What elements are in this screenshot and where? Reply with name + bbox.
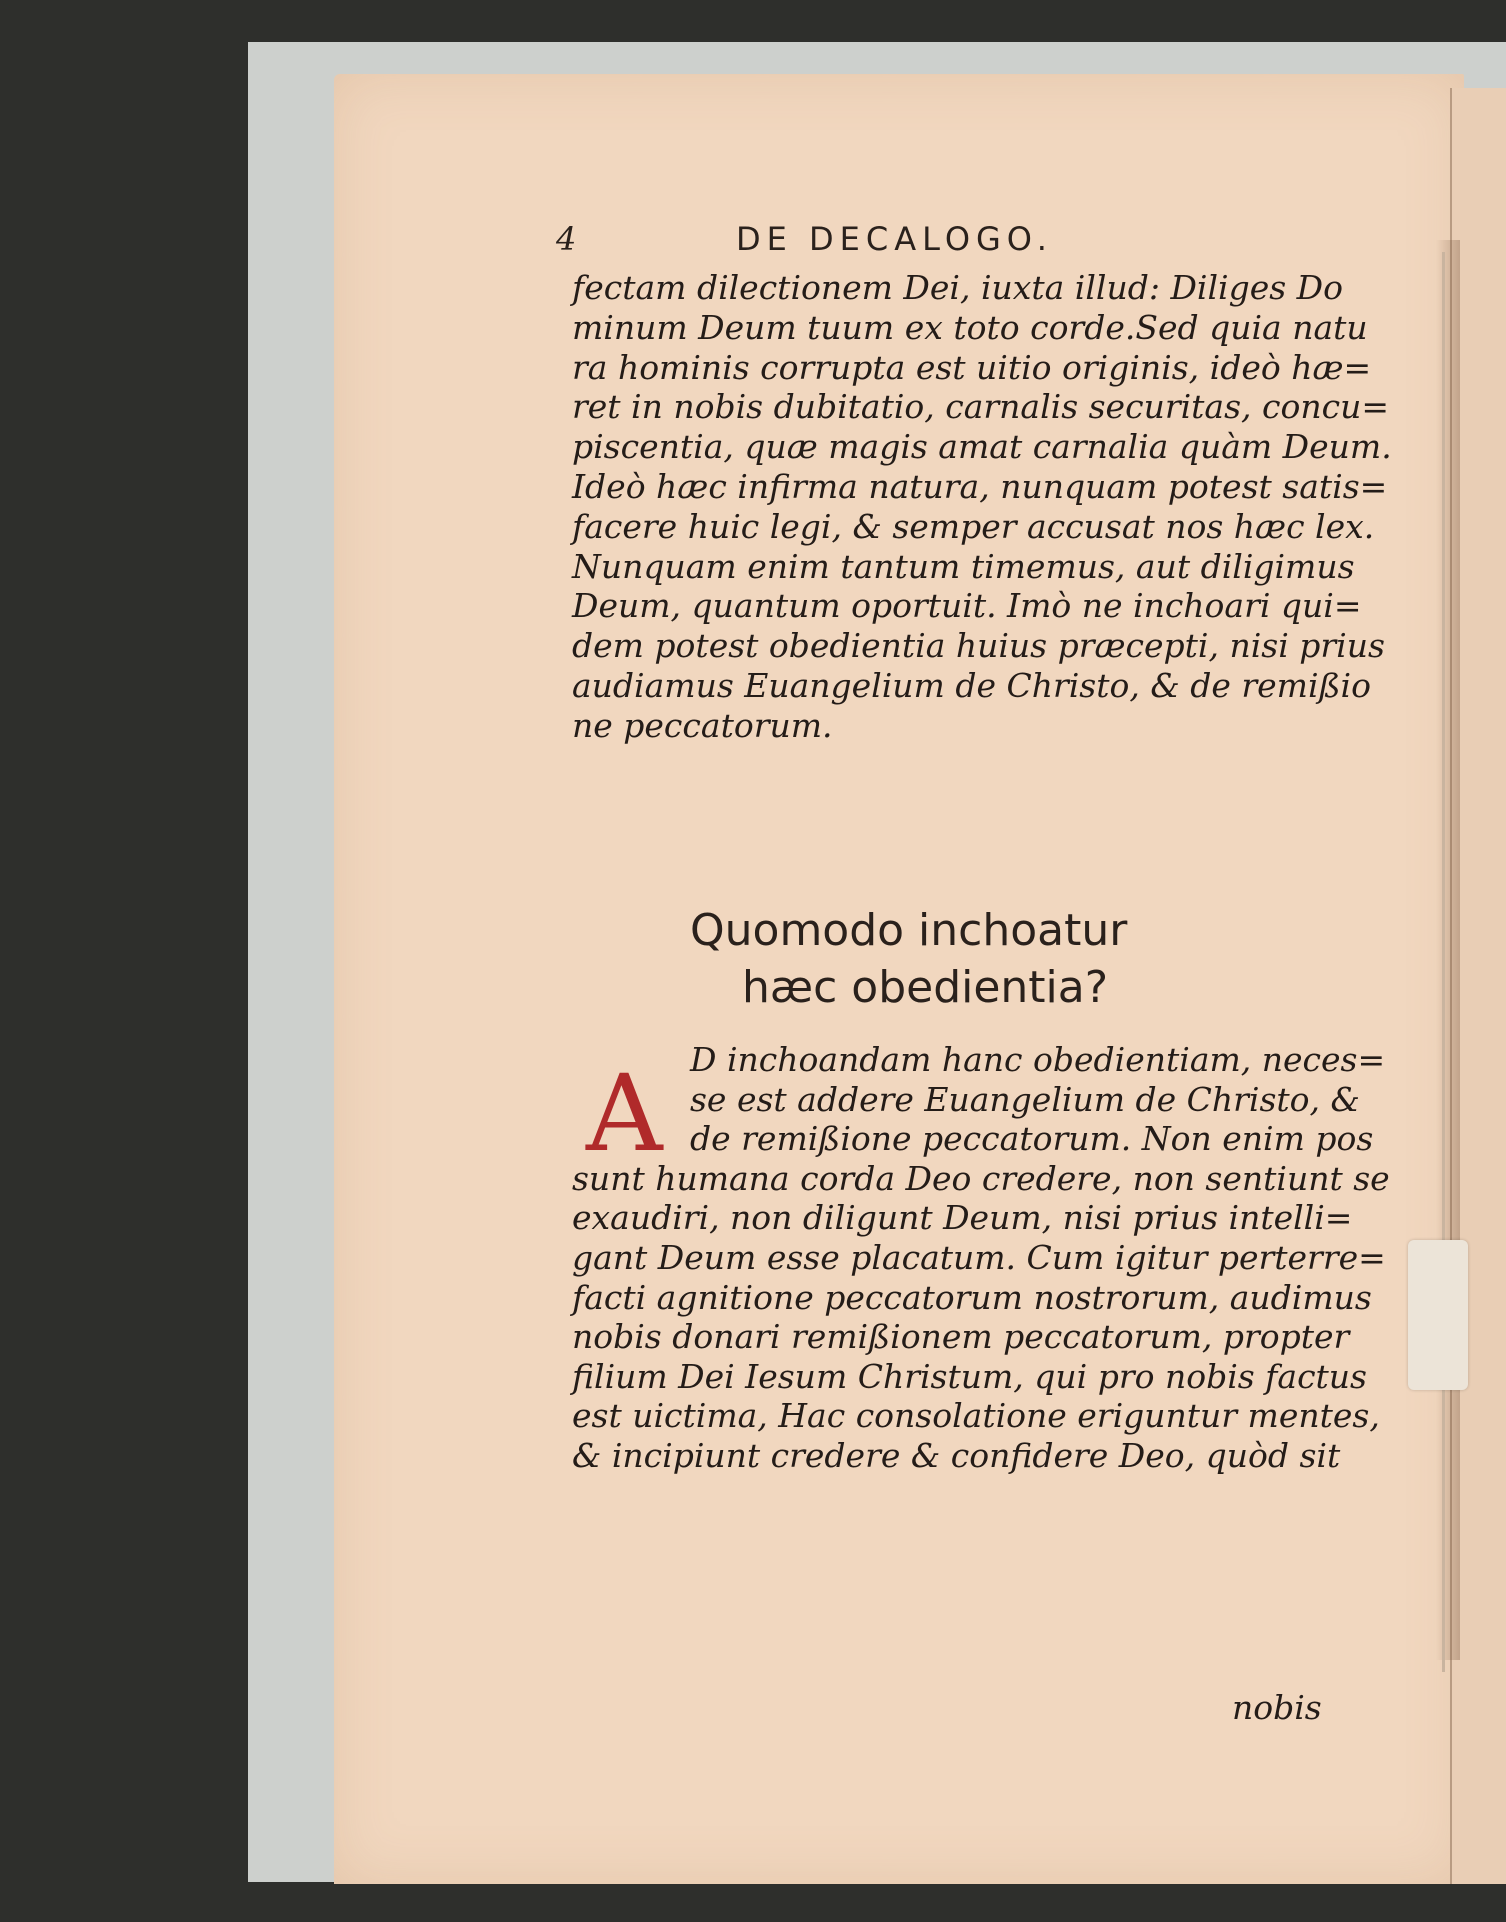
gutter-shadow bbox=[1436, 240, 1460, 1660]
text-line: facere huic legi, & semper accusat nos hæc lex. bbox=[572, 506, 1375, 546]
text-line: ra hominis corrupta est uitio originis, ideò hæ= bbox=[572, 347, 1372, 387]
body-paragraph bbox=[572, 268, 1392, 746]
text-line: Ideò hæc infirma natura, nunquam potest satis= bbox=[572, 466, 1388, 506]
text-line: minum Deum tuum ex toto corde.Sed quia natu bbox=[572, 307, 1368, 347]
text-line: exaudiri, non diligunt Deum, nisi prius intelli= bbox=[572, 1198, 1353, 1238]
heading-line-1: Quomodo inchoatur bbox=[690, 905, 1128, 956]
text-line: de remißione peccatorum. Non enim pos bbox=[690, 1119, 1374, 1159]
text-line: piscentia, quæ magis amat carnalia quàm Deum. bbox=[572, 427, 1392, 467]
drop-cap-initial: A bbox=[586, 1052, 663, 1175]
text-line: Nunquam enim tantum timemus, aut diligimus bbox=[572, 546, 1355, 586]
text-line: ret in nobis dubitatio, carnalis securitas, concu= bbox=[572, 387, 1389, 427]
text-line: ne peccatorum. bbox=[572, 705, 833, 745]
text-line: est uictima, Hac consolatione eriguntur mentes, bbox=[572, 1396, 1380, 1436]
heading-line-2: hæc obedientia? bbox=[742, 962, 1109, 1013]
section-paragraph bbox=[572, 1040, 1390, 1476]
text-line: gant Deum esse placatum. Cum igitur perterre= bbox=[572, 1237, 1386, 1277]
text-line: dem potest obedientia huius præcepti, nisi prius bbox=[572, 626, 1385, 666]
section-heading bbox=[690, 902, 1250, 1016]
page-number: 4 bbox=[556, 220, 583, 258]
page-header bbox=[556, 220, 1196, 260]
text-line: Deum, quantum oportuit. Imò ne inchoari qui= bbox=[572, 586, 1362, 626]
text-line: & incipiunt credere & confidere Deo, quòd sit bbox=[572, 1435, 1341, 1475]
text-line: filium Dei Iesum Christum, qui pro nobis factus bbox=[572, 1356, 1367, 1396]
text-line: nobis donari remißionem peccatorum, propter bbox=[572, 1317, 1350, 1357]
text-line: se est addere Euangelium de Christo, & bbox=[690, 1079, 1360, 1119]
text-line: D inchoandam hanc obedientiam, neces= bbox=[690, 1040, 1386, 1079]
text-line: facti agnitione peccatorum nostrorum, audimus bbox=[572, 1277, 1372, 1317]
binding-thread bbox=[1442, 252, 1445, 1672]
catchword: nobis bbox=[1232, 1688, 1322, 1727]
paper-tab bbox=[1408, 1240, 1468, 1390]
text-line: fectam dilectionem Dei, iuxta illud: Diliges Do bbox=[572, 268, 1343, 307]
running-head: DE DECALOGO. bbox=[736, 220, 1053, 258]
text-line: sunt humana corda Deo credere, non sentiunt se bbox=[572, 1158, 1390, 1198]
text-line: audiamus Euangelium de Christo, & de remißio bbox=[572, 665, 1371, 705]
